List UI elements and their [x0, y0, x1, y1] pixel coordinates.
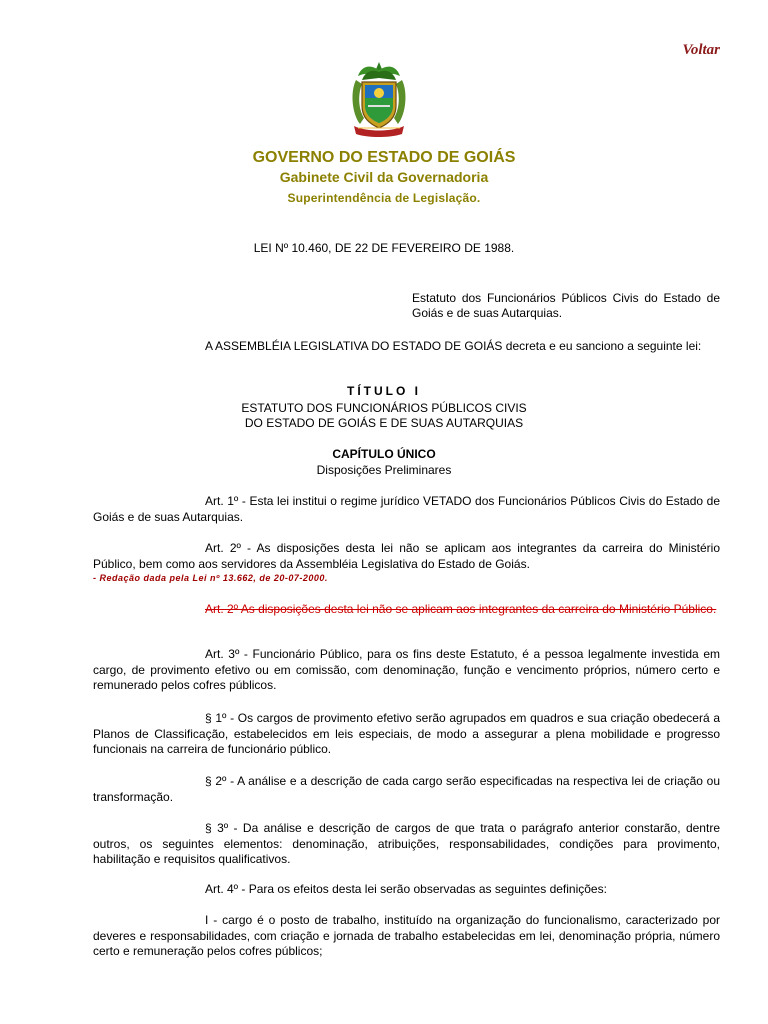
preambulo: A ASSEMBLÉIA LEGISLATIVA DO ESTADO DE GOIÁS decreta e eu sanciono a seguinte lei: — [205, 339, 702, 353]
lei-title: LEI Nº 10.460, DE 22 DE FEVEREIRO DE 1988. — [253, 241, 515, 255]
art-3-paragraph-3: § 3º - Da análise e descrição de cargos de que trata o parágrafo anterior constarão, dentre outros, os seguintes elementos: denominação, atribuições, responsabilidades, condições para provimento, habilitação e requisitos qualificativos. — [93, 821, 720, 866]
art-3: Art. 3º - Funcionário Público, para os fins deste Estatuto, é a pessoa legalmente investida em cargo, de provimento efetivo ou em comissão, com denominação, função e vencimento próprios, número certo e remunerado pelos cofres públicos. — [93, 647, 720, 692]
capitulo-label: CAPÍTULO ÚNICO — [332, 447, 436, 461]
art-2: Art. 2º - As disposições desta lei não se aplicam aos integrantes da carreira do Ministério Público, bem como aos servidores da Assembléia Legislativa do Estado de Goiás. — [93, 541, 720, 571]
art-3-paragraph-1: § 1º - Os cargos de provimento efetivo serão agrupados em quadros e sua criação obedecerá a Planos de Classificação, estabelecidos em leis especiais, de modo a assegurar a plena mobilidade e progresso funcionais na carreira de funcionário público. — [93, 711, 720, 756]
governo-heading: GOVERNO DO ESTADO DE GOIÁS — [252, 149, 516, 166]
art-4-inciso-i: I - cargo é o posto de trabalho, instituído na organização do funcionalismo, caracterizado por deveres e responsabilidades, com criação e jornada de trabalho estabelecidas em lei, denominação própria, número certo e remuneração pelos cofres públicos; — [93, 913, 720, 958]
titulo-line-1: ESTATUTO DOS FUNCIONÁRIOS PÚBLICOS CIVIS — [241, 401, 527, 415]
art-2-redacao-note: - Redação dada pela Lei nº 13.662, de 20-07-2000. — [93, 573, 328, 583]
lei-ementa: Estatuto dos Funcionários Públicos Civis do Estado de Goiás e de suas Autarquias. — [412, 291, 720, 320]
coat-of-arms-icon — [346, 58, 412, 140]
capitulo-subtitle: Disposições Preliminares — [316, 463, 452, 477]
art-2-revoked: Art. 2º As disposições desta lei não se aplicam aos integrantes da carreira do Ministério Público. — [205, 602, 717, 616]
art-4: Art. 4º - Para os efeitos desta lei serão observadas as seguintes definições: — [205, 882, 607, 896]
titulo-label: TÍTULO I — [347, 384, 421, 398]
gabinete-heading: Gabinete Civil da Governadoria — [279, 169, 489, 185]
superintendencia-heading: Superintendência de Legislação. — [287, 191, 481, 205]
art-1: Art. 1º - Esta lei institui o regime jurídico VETADO dos Funcionários Públicos Civis do Estado de Goiás e de suas Autarquias. — [93, 494, 720, 524]
voltar-link[interactable]: Voltar — [682, 42, 720, 58]
titulo-line-2: DO ESTADO DE GOIÁS E DE SUAS AUTARQUIAS — [244, 416, 524, 430]
art-3-paragraph-2: § 2º - A análise e a descrição de cada cargo serão especificadas na respectiva lei de criação ou transformação. — [93, 774, 720, 804]
